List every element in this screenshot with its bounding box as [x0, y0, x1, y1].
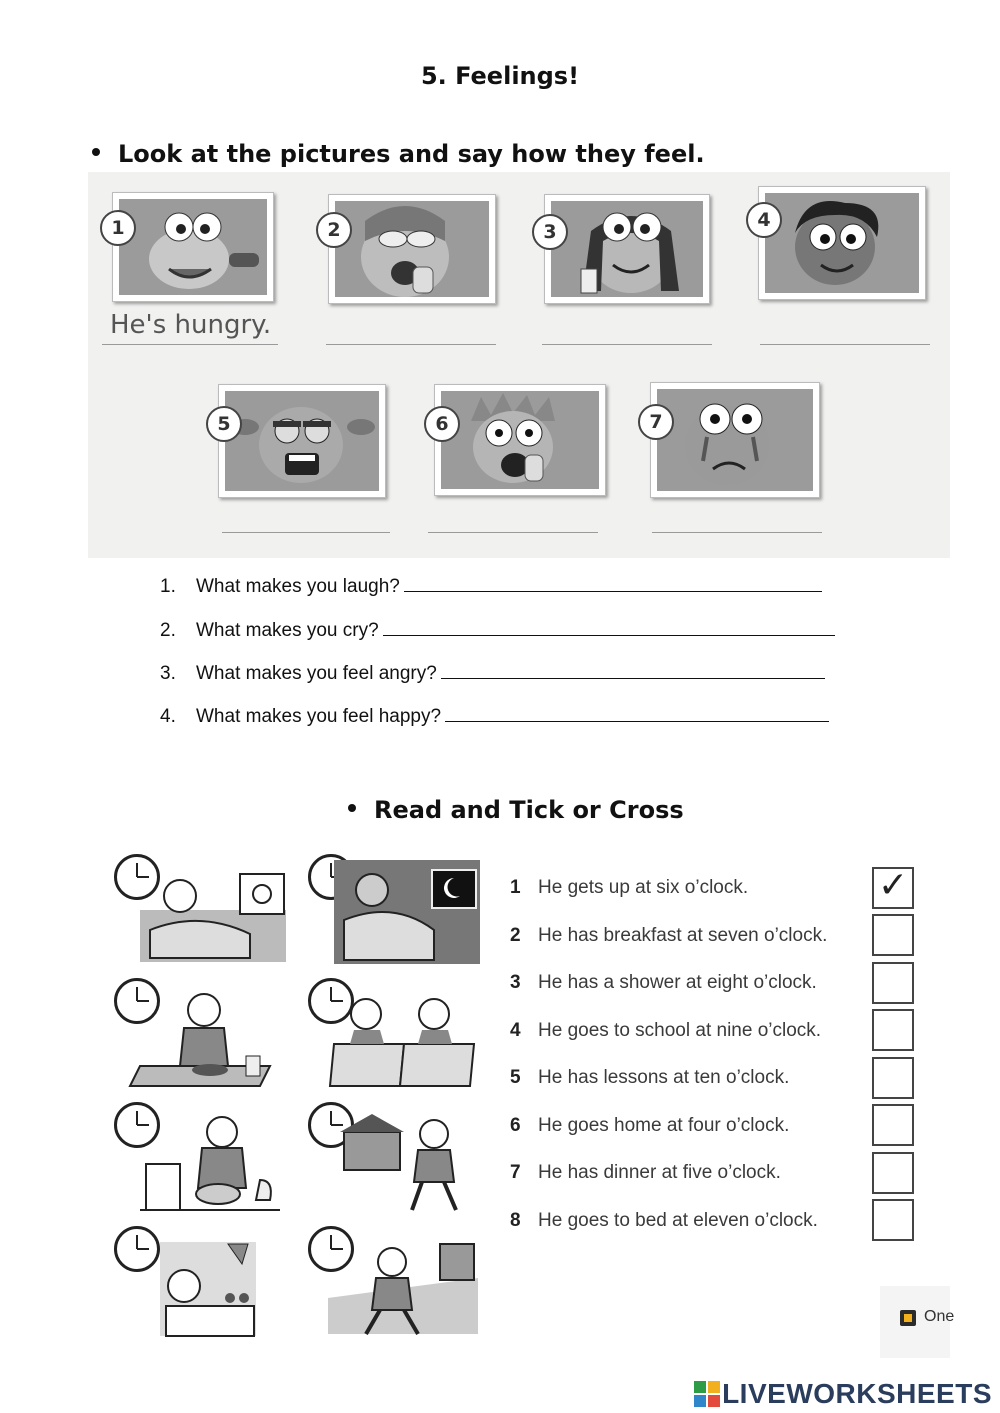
answer-line-1	[102, 344, 278, 345]
picture-4	[758, 186, 926, 300]
routine-picture-3	[110, 974, 286, 1092]
answer-line-6[interactable]	[428, 532, 598, 533]
question-number: 4.	[160, 706, 176, 727]
tick-box-5[interactable]	[872, 1057, 914, 1099]
brand-name: LIVEWORKSHEETS	[722, 1378, 992, 1409]
picture-number-3: 3	[532, 214, 568, 250]
picture-number-7: 7	[638, 404, 674, 440]
question-answer-line[interactable]	[383, 621, 835, 636]
question-row	[160, 706, 829, 728]
section-heading-text: Look at the pictures and say how they feel.	[118, 140, 705, 168]
tick-item-text: He goes to school at nine o’clock.	[538, 1020, 822, 1041]
widget-label: One	[924, 1308, 955, 1325]
picture-number-4: 4	[746, 202, 782, 238]
routine-picture-8	[304, 1222, 480, 1340]
question-text: What makes you laugh?	[196, 576, 400, 597]
tick-box-2[interactable]	[872, 914, 914, 956]
picture-6	[434, 384, 606, 496]
check-icon: ✓	[878, 865, 909, 906]
picture-7	[650, 382, 820, 498]
tick-item	[510, 1162, 781, 1184]
question-text: What makes you feel angry?	[196, 663, 437, 684]
tick-item-text: He gets up at six o’clock.	[538, 877, 749, 898]
tick-item-text: He goes to bed at eleven o’clock.	[538, 1210, 818, 1231]
tick-item-number: 7	[510, 1162, 521, 1183]
bullet-icon	[348, 804, 356, 812]
tick-item-number: 8	[510, 1210, 521, 1231]
tick-item	[510, 925, 827, 947]
tick-item-number: 6	[510, 1115, 521, 1136]
tick-box-6[interactable]	[872, 1104, 914, 1146]
picture-number-6: 6	[424, 406, 460, 442]
section-heading-feelings	[92, 140, 705, 168]
question-row	[160, 620, 835, 642]
routine-picture-5	[110, 1098, 286, 1216]
example-answer: He's hungry.	[110, 310, 272, 340]
feelings-picture-panel	[88, 172, 950, 558]
question-number: 1.	[160, 576, 176, 597]
section-heading-tick	[348, 796, 684, 824]
tick-box-3[interactable]	[872, 962, 914, 1004]
question-row	[160, 576, 822, 598]
tick-item-text: He has dinner at five o’clock.	[538, 1162, 781, 1183]
routine-picture-1	[110, 850, 286, 968]
routine-picture-4	[304, 974, 480, 1092]
page-title: 5. Feelings!	[420, 62, 580, 90]
routine-picture-2	[304, 850, 480, 968]
tick-item	[510, 1020, 821, 1042]
tick-item-text: He goes home at four o’clock.	[538, 1115, 790, 1136]
answer-line-7[interactable]	[652, 532, 822, 533]
logo-icon	[694, 1381, 720, 1407]
bullet-icon	[92, 148, 100, 156]
tick-item-number: 1	[510, 877, 521, 898]
question-text: What makes you feel happy?	[196, 706, 442, 727]
tick-box-1[interactable]	[872, 867, 914, 909]
tick-item-text: He has lessons at ten o’clock.	[538, 1067, 790, 1088]
question-row	[160, 663, 825, 685]
tick-box-8[interactable]	[872, 1199, 914, 1241]
question-number: 2.	[160, 620, 176, 641]
answer-line-3[interactable]	[542, 344, 712, 345]
answer-line-5[interactable]	[222, 532, 390, 533]
question-answer-line[interactable]	[441, 664, 825, 679]
picture-number-2: 2	[316, 212, 352, 248]
tick-box-4[interactable]	[872, 1009, 914, 1051]
tick-box-7[interactable]	[872, 1152, 914, 1194]
app-icon	[900, 1310, 916, 1326]
question-text: What makes you cry?	[196, 620, 379, 641]
picture-number-1: 1	[100, 210, 136, 246]
picture-number-5: 5	[206, 406, 242, 442]
tick-item-number: 5	[510, 1067, 521, 1088]
tick-item-number: 4	[510, 1020, 521, 1041]
picture-5	[218, 384, 386, 498]
picture-3	[544, 194, 710, 304]
tick-item	[510, 1210, 818, 1232]
answer-line-4[interactable]	[760, 344, 930, 345]
tick-item-number: 2	[510, 925, 521, 946]
picture-2	[328, 194, 496, 304]
question-number: 3.	[160, 663, 176, 684]
section-heading-text: Read and Tick or Cross	[374, 796, 684, 824]
tick-item	[510, 1115, 789, 1137]
routine-pictures	[110, 850, 480, 1350]
routine-picture-6	[304, 1098, 480, 1216]
tick-item	[510, 877, 748, 899]
routine-picture-7	[110, 1222, 286, 1340]
tick-item-text: He has breakfast at seven o’clock.	[538, 925, 828, 946]
tick-item	[510, 1067, 789, 1089]
tick-item-number: 3	[510, 972, 521, 993]
answer-line-2[interactable]	[326, 344, 496, 345]
picture-1	[112, 192, 274, 302]
tick-item	[510, 972, 817, 994]
brand-logo	[694, 1378, 992, 1410]
question-answer-line[interactable]	[404, 577, 822, 592]
one-widget[interactable]	[880, 1286, 955, 1358]
tick-item-text: He has a shower at eight o’clock.	[538, 972, 817, 993]
question-answer-line[interactable]	[445, 707, 829, 722]
